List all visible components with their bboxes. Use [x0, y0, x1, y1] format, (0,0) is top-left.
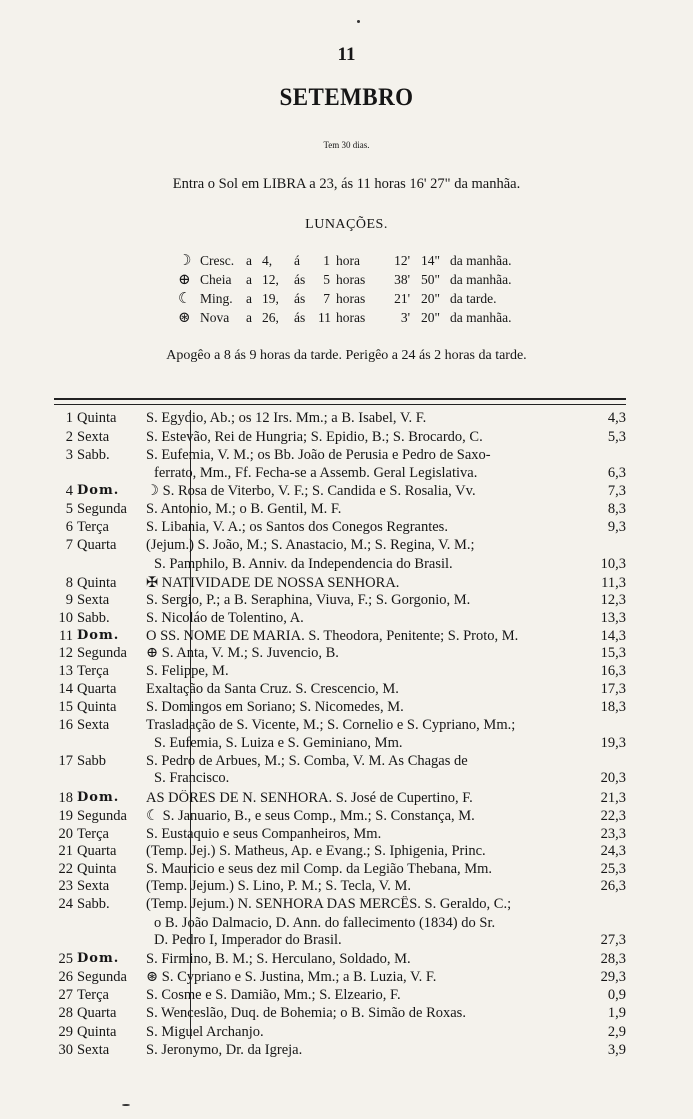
day-number: 20: [58, 826, 73, 842]
saint-entry: ⊛ S. Cypriano e S. Justina, Mm.; a B. Luzia, V. F.: [146, 969, 437, 985]
weekday: Terça: [77, 826, 109, 842]
moon-age: 7,3: [607, 483, 626, 499]
day-number: 8: [65, 575, 73, 591]
weekday: Quinta: [77, 699, 117, 715]
phase-hour: 11: [318, 310, 331, 325]
print-speck: [122, 1104, 130, 1106]
phase-a: a: [246, 310, 252, 325]
saint-entry: S. Mauricio e seus dez mil Comp. da Legião Thebana, Mm.: [146, 861, 493, 877]
phase-name: Ming.: [200, 291, 233, 306]
day-number: 11: [59, 628, 73, 644]
moon-age: 6,3: [607, 465, 626, 481]
day-number: 3: [65, 447, 73, 463]
moon-age: 10,3: [600, 556, 626, 572]
saint-entry: S. Francisco.: [154, 770, 230, 786]
day-number: 9: [65, 592, 73, 608]
weekday: Sexta: [77, 878, 110, 894]
saint-entry: ✠ NATIVIDADE DE NOSSA SENHORA.: [146, 575, 400, 591]
moon-age: 5,3: [607, 429, 626, 445]
weekday: Sabb.: [77, 610, 110, 626]
day-number: 29: [58, 1024, 73, 1040]
moon-age: 16,3: [600, 663, 626, 679]
phase-period: da manhãa.: [450, 272, 512, 287]
month-title: SETEMBRO: [279, 84, 414, 111]
saint-entry: S. Wenceslão, Duq. de Bohemia; o B. Simão de Roxas.: [146, 1005, 466, 1021]
first-quarter-moon-icon: ☽: [178, 253, 192, 269]
saint-entry: O SS. NOME DE MARIA. S. Theodora, Penitente; S. Proto, M.: [146, 628, 519, 644]
weekday: Quinta: [77, 861, 117, 877]
weekday: Sabb.: [77, 896, 110, 912]
moon-phase-row: [178, 289, 511, 308]
saint-entry: S. Cosme e S. Damião, Mm.; S. Elzeario, F.: [146, 987, 401, 1003]
day-number: 18: [58, 790, 73, 806]
phase-day: 12,: [262, 272, 279, 287]
saint-entry: S. Pamphilo, B. Anniv. da Independencia do Brasil.: [154, 556, 453, 572]
day-number: 25: [58, 951, 73, 967]
phase-seconds: 20": [420, 310, 440, 325]
phase-seconds: 20": [420, 291, 440, 306]
moon-age: 8,3: [607, 501, 626, 517]
day-number: 24: [58, 896, 73, 912]
saint-entry: S. Sergio, P.; a B. Seraphina, Viuva, F.; S. Gorgonio, M.: [146, 592, 471, 608]
phase-period: da tarde.: [450, 291, 497, 306]
phase-horas: horas: [336, 291, 366, 306]
weekday: Segunda: [77, 808, 127, 824]
moon-age: 28,3: [600, 951, 626, 967]
day-number: 5: [65, 501, 73, 517]
day-number: 1: [65, 410, 73, 426]
moon-age: 4,3: [607, 410, 626, 426]
saint-entry: (Temp. Jejum.) S. Lino, P. M.; S. Tecla, V. M.: [146, 878, 412, 894]
moon-age: 22,3: [600, 808, 626, 824]
phase-a: a: [246, 272, 252, 287]
new-moon-icon: ⊛: [178, 310, 191, 326]
weekday: Quarta: [77, 681, 117, 697]
moon-age: 17,3: [600, 681, 626, 697]
saint-entry: S. Jeronymo, Dr. da Igreja.: [146, 1042, 303, 1058]
weekday: Dom.: [77, 483, 120, 498]
phase-as: ás: [294, 291, 306, 306]
moon-age: 24,3: [600, 843, 626, 859]
saint-entry: S. Antonio, M.; o B. Gentil, M. F.: [146, 501, 342, 517]
saint-entry: S. Miguel Archanjo.: [146, 1024, 264, 1040]
phase-hour: 5: [323, 272, 330, 287]
saint-entry: ☾ S. Januario, B., e seus Comp., Mm.; S. Constança, M.: [146, 808, 475, 824]
saint-entry: S. Egydio, Ab.; os 12 Irs. Mm.; a B. Isabel, V. F.: [146, 410, 427, 426]
moon-age: 27,3: [600, 932, 626, 948]
print-speck: [357, 20, 360, 23]
weekday: Quarta: [77, 537, 117, 553]
day-number: 21: [58, 843, 73, 859]
moon-age: 18,3: [600, 699, 626, 715]
weekday: Sabb.: [77, 447, 110, 463]
weekday: Quinta: [77, 575, 117, 591]
moon-phases-list: [178, 251, 511, 327]
days-note: Tem 30 dias.: [323, 140, 370, 150]
day-number: 14: [58, 681, 73, 697]
phase-day: 19,: [262, 291, 279, 306]
phase-minutes: 21': [394, 291, 410, 306]
moon-age: 11,3: [601, 575, 626, 591]
day-number: 22: [58, 861, 73, 877]
last-quarter-moon-icon: ☾: [178, 291, 192, 307]
saint-entry: S. Felippe, M.: [146, 663, 229, 679]
moon-age: 15,3: [600, 645, 626, 661]
day-number: 19: [58, 808, 73, 824]
day-number: 23: [58, 878, 73, 894]
phase-name: Nova: [200, 310, 230, 325]
phase-horas: horas: [336, 310, 366, 325]
phase-a: a: [246, 291, 252, 306]
day-number: 17: [58, 753, 73, 769]
weekday: Sabb: [77, 753, 106, 769]
day-number: 26: [58, 969, 73, 985]
phase-minutes: 3': [400, 310, 410, 325]
weekday: Dom.: [77, 790, 120, 805]
day-number: 6: [65, 519, 73, 535]
weekday: Sexta: [77, 1042, 110, 1058]
weekday: Segunda: [77, 645, 127, 661]
apogee-perigee-line: Apogêo a 8 ás 9 horas da tarde. Perigêo a 24 ás 2 horas da tarde.: [166, 348, 527, 363]
weekday: Sexta: [77, 592, 110, 608]
saint-entry: o B. João Dalmacio, D. Ann. do fallecimento (1834) do Sr.: [154, 915, 496, 931]
phase-name: Cheia: [200, 272, 232, 287]
day-number: 15: [58, 699, 73, 715]
saint-entry: (Temp. Jejum.) N. SENHORA DAS MERCÊS. S. Geraldo, C.;: [146, 896, 512, 912]
weekday: Segunda: [77, 501, 127, 517]
saint-entry: (Jejum.) S. João, M.; S. Anastacio, M.; S. Regina, V. M.;: [146, 537, 475, 553]
moon-age: 21,3: [600, 790, 626, 806]
saint-entry: S. Libania, V. A.; os Santos dos Conegos Regrantes.: [146, 519, 448, 535]
moon-age: 20,3: [600, 770, 626, 786]
day-number: 13: [58, 663, 73, 679]
day-number: 2: [65, 429, 73, 445]
phase-period: da manhãa.: [450, 310, 512, 325]
saint-entry: D. Pedro I, Imperador do Brasil.: [154, 932, 342, 948]
table-top-rule: [54, 398, 626, 405]
weekday: Quinta: [77, 1024, 117, 1040]
phase-minutes: 12': [394, 253, 410, 268]
phase-hour: 7: [323, 291, 330, 306]
saint-entry: S. Eufemia, S. Luiza e S. Geminiano, Mm.: [154, 735, 403, 751]
moon-age: 26,3: [600, 878, 626, 894]
phase-hour: 1: [323, 253, 330, 268]
saint-entry: S. Eufemia, V. M.; os Bb. João de Perusia e Pedro de Saxo-: [146, 447, 491, 463]
phase-seconds: 14": [420, 253, 440, 268]
moon-phase-row: [178, 251, 511, 270]
phase-day: 26,: [262, 310, 279, 325]
moon-age: 19,3: [600, 735, 626, 751]
saint-entry: S. Eustaquio e seus Companheiros, Mm.: [146, 826, 382, 842]
phase-a: a: [246, 253, 252, 268]
phase-name: Cresc.: [200, 253, 235, 268]
saint-entry: ferrato, Mm., Ff. Fecha-se a Assemb. Geral Legislativa.: [154, 465, 478, 481]
day-number: 28: [58, 1005, 73, 1021]
phase-as: ás: [294, 310, 306, 325]
saint-entry: S. Pedro de Arbues, M.; S. Comba, V. M. As Chagas de: [146, 753, 468, 769]
saint-entry: S. Domingos em Soriano; S. Nicomedes, M.: [146, 699, 404, 715]
day-number: 7: [65, 537, 73, 553]
phase-as: ás: [294, 272, 306, 287]
weekday: Quarta: [77, 843, 117, 859]
phase-seconds: 50": [420, 272, 440, 287]
weekday: Terça: [77, 987, 109, 1003]
saint-entry: Trasladação de S. Vicente, M.; S. Cornelio e S. Cypriano, Mm.;: [146, 717, 516, 733]
phase-minutes: 38': [394, 272, 410, 287]
saint-entry: ☽ S. Rosa de Viterbo, V. F.; S. Candida e S. Rosalia, Vv.: [146, 483, 476, 499]
saint-entry: Exaltação da Santa Cruz. S. Crescencio, M.: [146, 681, 399, 697]
page-number: 11: [337, 44, 356, 65]
lunacoes-title: LUNAÇÕES.: [305, 217, 388, 232]
day-number: 27: [58, 987, 73, 1003]
full-moon-icon: ⊕: [178, 272, 191, 288]
saint-entry: S. Firmino, B. M.; S. Herculano, Soldado, M.: [146, 951, 411, 967]
weekday: Segunda: [77, 969, 127, 985]
moon-age: 3,9: [607, 1042, 626, 1058]
weekday: Terça: [77, 663, 109, 679]
saint-entry: AS DÔRES DE N. SENHORA. S. José de Cupertino, F.: [146, 790, 473, 806]
moon-age: 1,9: [607, 1005, 626, 1021]
moon-age: 9,3: [607, 519, 626, 535]
saint-entry: S. Estevão, Rei de Hungria; S. Epidio, B.; S. Brocardo, C.: [146, 429, 483, 445]
weekday: Quarta: [77, 1005, 117, 1021]
weekday: Sexta: [77, 429, 110, 445]
moon-phase-row: [178, 270, 511, 289]
weekday: Terça: [77, 519, 109, 535]
day-number: 16: [58, 717, 73, 733]
phase-period: da manhãa.: [450, 253, 512, 268]
moon-age: 13,3: [600, 610, 626, 626]
moon-age: 23,3: [600, 826, 626, 842]
moon-age: 25,3: [600, 861, 626, 877]
moon-age: 29,3: [600, 969, 626, 985]
phase-as: á: [294, 253, 300, 268]
phase-horas: horas: [336, 272, 366, 287]
saint-entry: S. Nicoláo de Tolentino, A.: [146, 610, 304, 626]
moon-age: 14,3: [600, 628, 626, 644]
phase-horas: hora: [336, 253, 360, 268]
day-number: 30: [58, 1042, 73, 1058]
sun-entry-line: Entra o Sol em LIBRA a 23, ás 11 horas 16' 27" da manhãa.: [172, 176, 521, 192]
moon-age: 12,3: [600, 592, 626, 608]
phase-day: 4,: [262, 253, 273, 268]
saint-entry: ⊕ S. Anta, V. M.; S. Juvencio, B.: [146, 645, 339, 661]
weekday: Sexta: [77, 717, 110, 733]
weekday: Dom.: [77, 951, 120, 966]
moon-phase-row: [178, 308, 511, 327]
weekday: Dom.: [77, 628, 120, 643]
day-number: 4: [65, 483, 73, 499]
weekday: Quinta: [77, 410, 117, 426]
moon-age: 0,9: [607, 987, 626, 1003]
day-number: 12: [58, 645, 73, 661]
saint-entry: (Temp. Jej.) S. Matheus, Ap. e Evang.; S. Iphigenia, Princ.: [146, 843, 486, 859]
day-number: 10: [58, 610, 73, 626]
moon-age: 2,9: [607, 1024, 626, 1040]
